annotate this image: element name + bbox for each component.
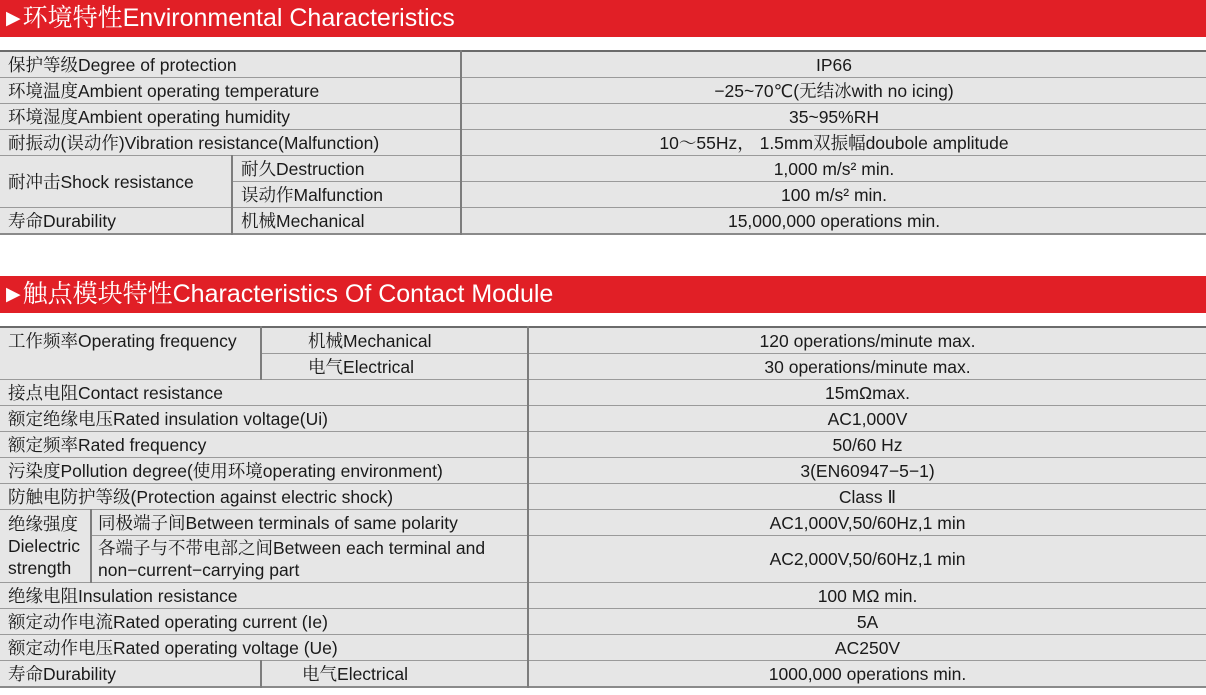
row-sub-label: 误动作Malfunction (232, 182, 461, 208)
row-label: 寿命Durability (0, 661, 261, 688)
row-label: 工作频率Operating frequency (0, 327, 261, 380)
table-row (0, 635, 1206, 661)
section-header-environmental (0, 0, 1206, 37)
row-label: 耐冲击Shock resistance (0, 156, 232, 208)
table-row (0, 78, 1206, 104)
row-label: 绝缘强度 Dielectric strength (0, 510, 91, 583)
row-value: −25~70℃(无结冰with no icing) (461, 78, 1206, 104)
row-sub-label: 机械Mechanical (261, 327, 528, 354)
row-value: 3(EN60947−5−1) (528, 458, 1206, 484)
row-value: 30 operations/minute max. (528, 354, 1206, 380)
triangle-right-icon: ▶ (6, 284, 21, 305)
row-label: 耐振动(误动作)Vibration resistance(Malfunction) (0, 130, 461, 156)
table-row (0, 536, 1206, 583)
row-label: 额定绝缘电压Rated insulation voltage(Ui) (0, 406, 528, 432)
row-value: 5A (528, 609, 1206, 635)
row-sub-label: 电气Electrical (261, 354, 528, 380)
table-row (0, 380, 1206, 406)
row-sub-label: 电气Electrical (261, 661, 528, 688)
row-sub-label: 同极端子间Between terminals of same polarity (91, 510, 528, 536)
row-value: IP66 (461, 51, 1206, 78)
table-row (0, 104, 1206, 130)
row-value: 15,000,000 operations min. (461, 208, 1206, 235)
row-label: 环境温度Ambient operating temperature (0, 78, 461, 104)
table-row (0, 432, 1206, 458)
table-row (0, 327, 1206, 354)
row-label: 额定动作电流Rated operating current (Ie) (0, 609, 528, 635)
row-value: Class Ⅱ (528, 484, 1206, 510)
row-value: 35~95%RH (461, 104, 1206, 130)
row-label: 环境湿度Ambient operating humidity (0, 104, 461, 130)
row-value: 15mΩmax. (528, 380, 1206, 406)
row-value: 50/60 Hz (528, 432, 1206, 458)
section-title: 环境特性Environmental Characteristics (22, 4, 455, 32)
row-value: 120 operations/minute max. (528, 327, 1206, 354)
table-row (0, 609, 1206, 635)
row-label: 绝缘电阻Insulation resistance (0, 583, 528, 609)
row-sub-label: 机械Mechanical (232, 208, 461, 235)
row-label: 寿命Durability (0, 208, 232, 235)
table-row (0, 208, 1206, 235)
table-row (0, 583, 1206, 609)
environmental-table (0, 50, 1206, 235)
row-label: 污染度Pollution degree(使用环境operating environment) (0, 458, 528, 484)
table-row (0, 406, 1206, 432)
row-value: AC1,000V (528, 406, 1206, 432)
row-value: AC1,000V,50/60Hz,1 min (528, 510, 1206, 536)
triangle-right-icon: ▶ (6, 8, 21, 29)
row-label: 保护等级Degree of protection (0, 51, 461, 78)
contact-module-table (0, 326, 1206, 688)
row-value: 1000,000 operations min. (528, 661, 1206, 688)
row-value: AC250V (528, 635, 1206, 661)
row-value: 100 m/s² min. (461, 182, 1206, 208)
table-row (0, 130, 1206, 156)
row-sub-label: 耐久Destruction (232, 156, 461, 182)
row-sub-label: 各端子与不带电部之间Between each terminal and non−current−carrying part (91, 536, 528, 583)
table-row (0, 458, 1206, 484)
row-label: 额定频率Rated frequency (0, 432, 528, 458)
table-row (0, 156, 1206, 182)
section-title: 触点模块特性Characteristics Of Contact Module (22, 280, 554, 308)
table-row (0, 484, 1206, 510)
row-value: 10～55Hz， 1.5mm双振幅doubole amplitude (461, 130, 1206, 156)
section-header-contact-module (0, 276, 1206, 313)
row-label: 接点电阻Contact resistance (0, 380, 528, 406)
table-row (0, 661, 1206, 688)
row-value: 100 MΩ min. (528, 583, 1206, 609)
table-row (0, 51, 1206, 78)
table-row (0, 510, 1206, 536)
row-value: 1,000 m/s² min. (461, 156, 1206, 182)
row-label: 防触电防护等级(Protection against electric shock) (0, 484, 528, 510)
row-label: 额定动作电压Rated operating voltage (Ue) (0, 635, 528, 661)
row-value: AC2,000V,50/60Hz,1 min (528, 536, 1206, 583)
